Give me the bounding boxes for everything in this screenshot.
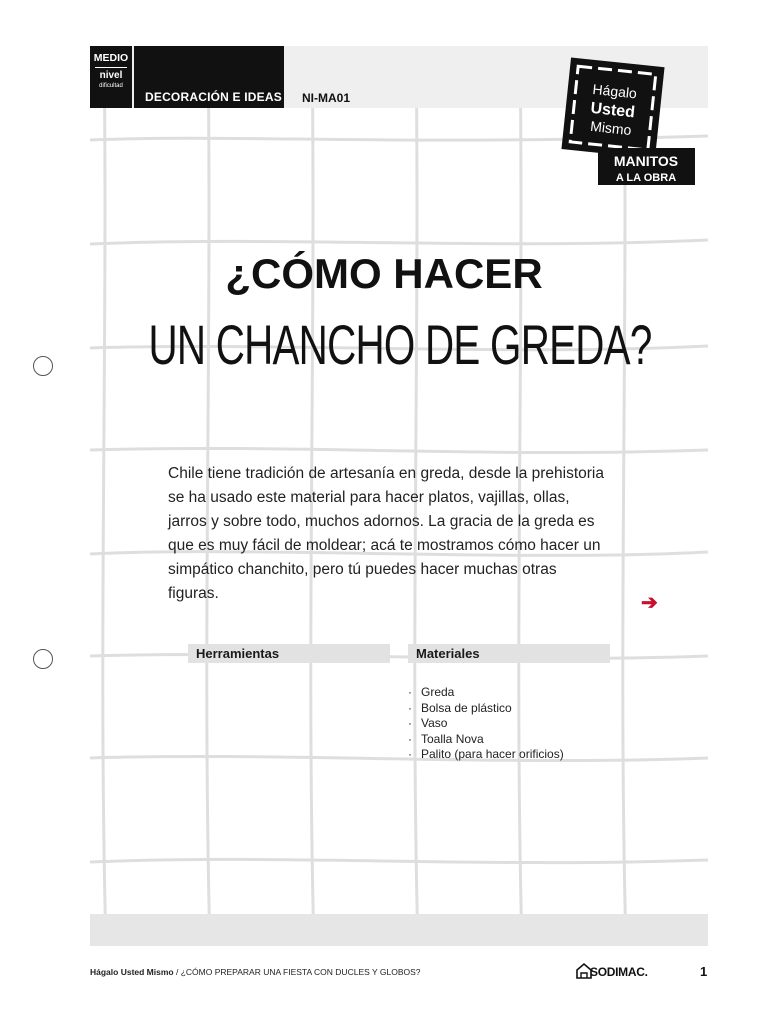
badge-graphic — [550, 56, 700, 191]
list-item: · Vaso — [408, 716, 448, 730]
footer-doc-title: ¿CÓMO PREPARAR UNA FIESTA CON DUCLES Y GLOBOS? — [180, 967, 421, 977]
list-item: · Palito (para hacer orificios) — [408, 747, 564, 761]
badge-tag1: MANITOS — [613, 153, 679, 169]
tools-header — [188, 644, 390, 663]
badge-line2: Usted — [589, 99, 636, 122]
materials-list — [408, 685, 564, 763]
category-box — [134, 46, 284, 108]
binder-hole — [33, 649, 53, 669]
brand-logo: SODIMAC. — [590, 965, 648, 979]
list-item: · Greda — [408, 685, 455, 699]
list-item: · Toalla Nova — [408, 731, 484, 746]
materials-label: Materiales — [416, 646, 480, 661]
bullet-icon: · — [408, 731, 412, 746]
difficulty-sub: dificultad — [99, 83, 123, 89]
hagalo-badge — [550, 56, 700, 191]
binder-hole — [33, 356, 53, 376]
badge-tag2: A LA OBRA — [615, 172, 677, 184]
badge-line1: Hágalo — [591, 80, 638, 102]
difficulty-word: nivel — [99, 70, 123, 81]
document-code: NI-MA01 — [302, 91, 351, 105]
footer-band — [90, 914, 708, 946]
footer-caption: Hágalo Usted Mismo / ¿CÓMO PREPARAR UNA FIESTA CON DUCLES Y GLOBOS? — [90, 967, 421, 977]
materials-header — [408, 644, 610, 663]
bullet-icon: · — [408, 685, 412, 699]
intro-paragraph: Chile tiene tradición de artesanía en greda, desde la prehistoria se ha usado este material para hacer platos, vajillas, ollas, jarros y sobre todo, muchos adornos. La gracia de la greda es que es muy fácil de moldear; acá te mostramos cómo hacer un simpático chanchito, pero tú puedes hacer muchas otras figuras. — [168, 465, 604, 602]
arrow-right-icon[interactable]: ➔ — [641, 592, 658, 614]
difficulty-badge — [90, 46, 132, 108]
bullet-icon: · — [408, 716, 412, 730]
page-number: 1 — [700, 964, 708, 979]
badge-line3: Mismo — [589, 117, 633, 139]
list-item: · Bolsa de plástico — [408, 700, 512, 715]
bullet-icon: · — [408, 747, 412, 761]
footer-series: Hágalo Usted Mismo — [90, 967, 174, 977]
category-label: DECORACIÓN E IDEAS — [145, 90, 282, 104]
bullet-icon: · — [408, 700, 412, 715]
page-title: ¿CÓMO HACER — [225, 250, 543, 297]
divider — [95, 67, 127, 68]
difficulty-level: MEDIO — [93, 52, 129, 64]
tools-label: Herramientas — [196, 646, 280, 661]
page-subtitle: UN CHANCHO DE GREDA? — [148, 313, 652, 376]
